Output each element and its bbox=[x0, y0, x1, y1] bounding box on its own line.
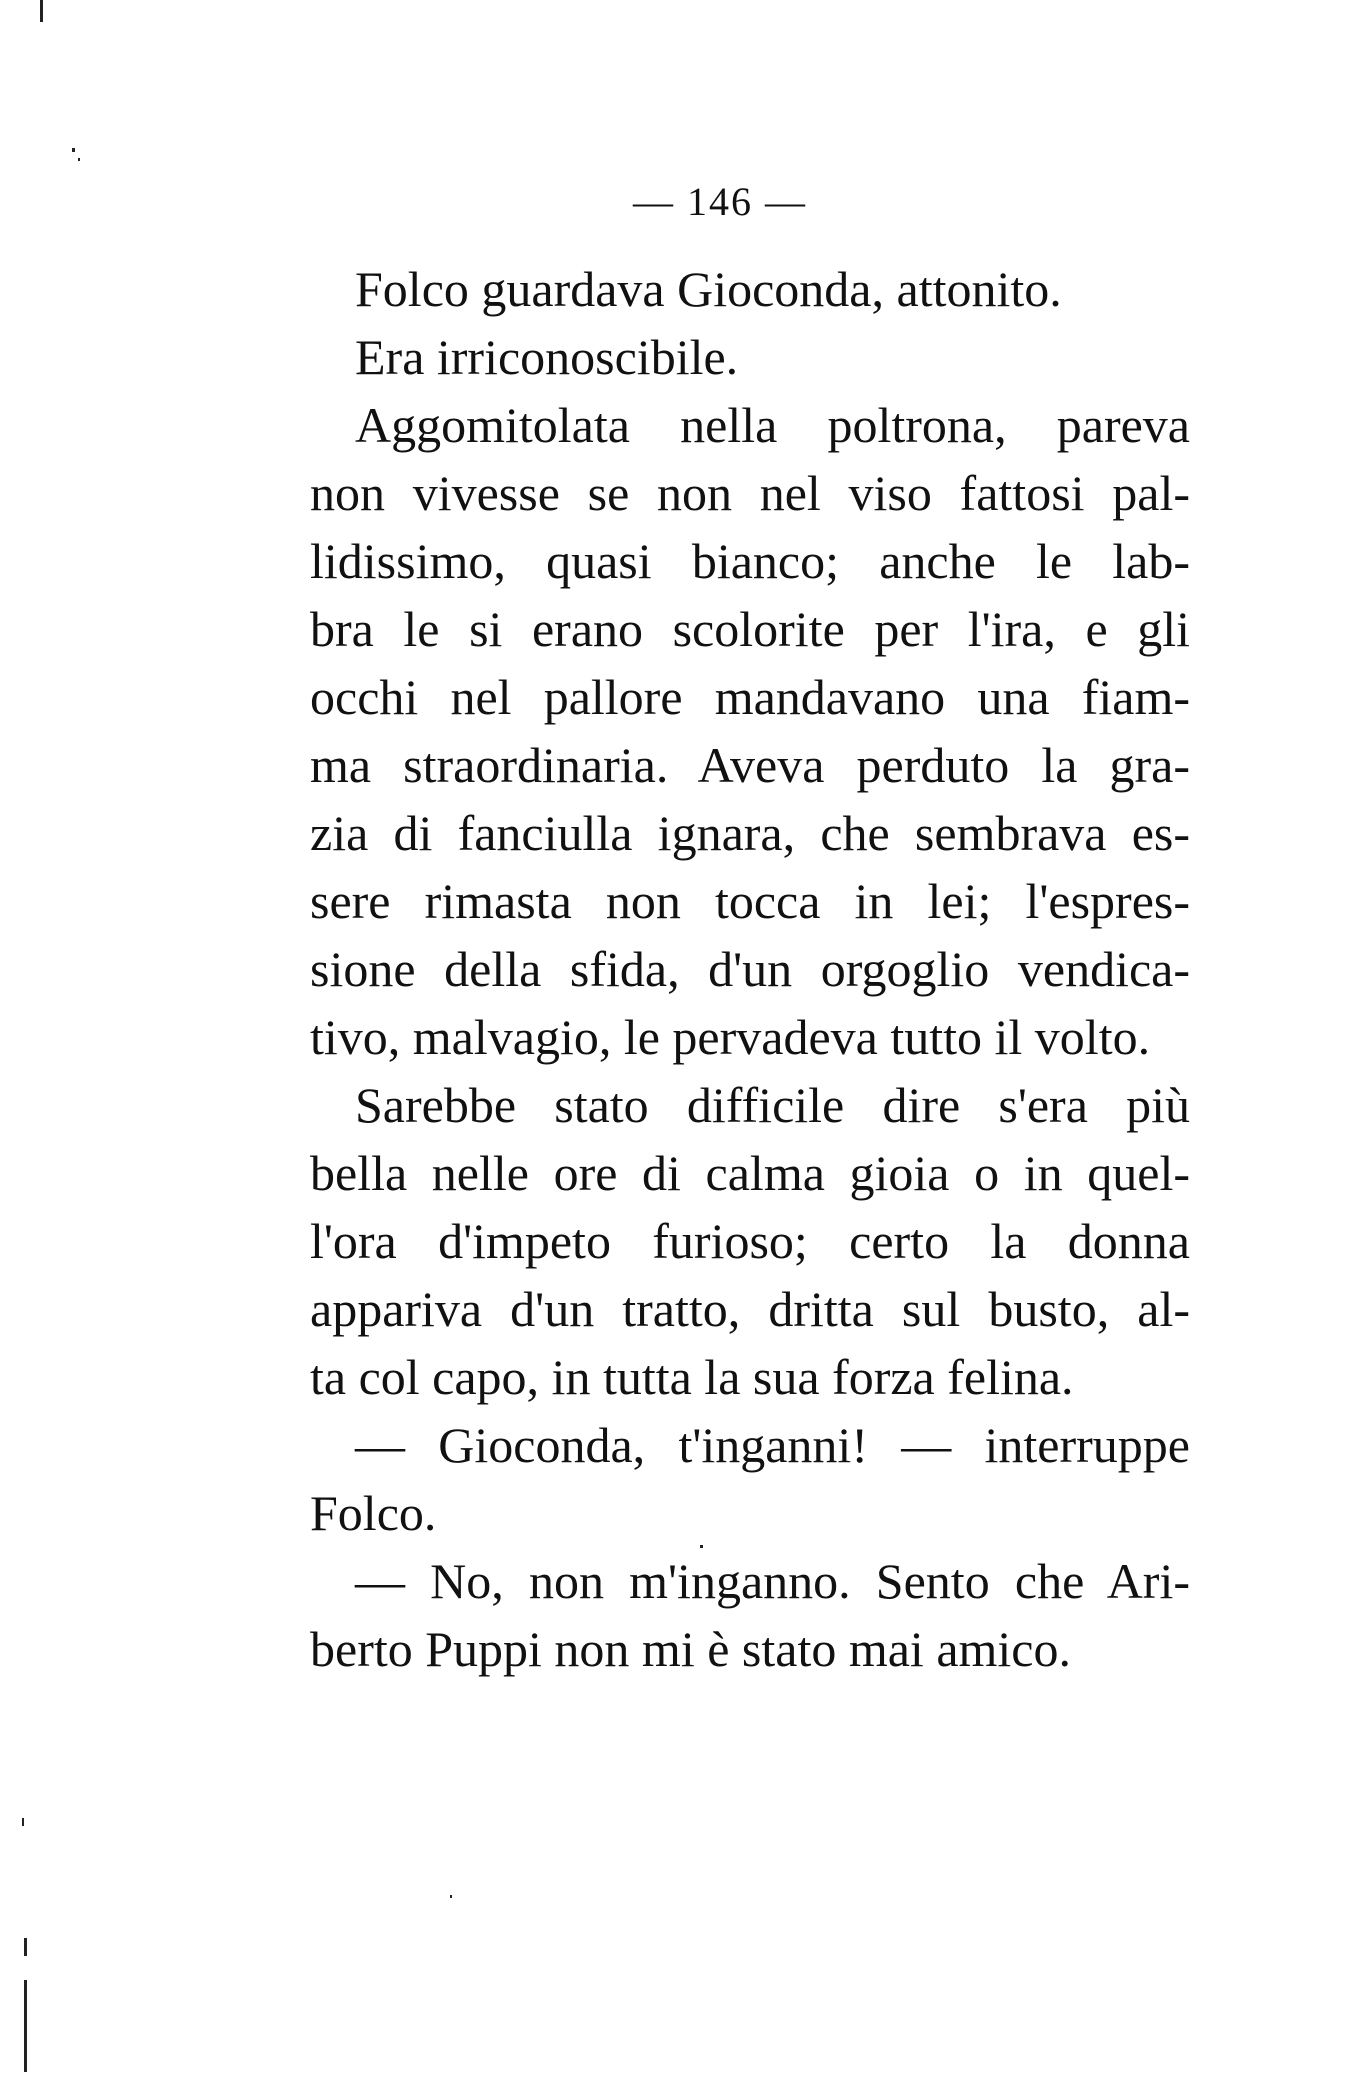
scan-mark bbox=[24, 1980, 27, 2072]
text-line: l'ora d'impeto furioso; certo la donna bbox=[310, 1213, 1190, 1269]
body-text bbox=[310, 255, 1190, 1683]
page-number: — 146 — bbox=[633, 179, 807, 224]
scan-mark bbox=[72, 148, 75, 152]
scan-mark bbox=[22, 1818, 24, 1826]
text-line: Sarebbe stato difficile dire s'era più bbox=[355, 1077, 1190, 1133]
text-line: — No, non m'inganno. Sento che Ari- bbox=[355, 1553, 1190, 1609]
text-line: Aggomitolata nella poltrona, pareva bbox=[355, 397, 1190, 453]
text-line: ma straordinaria. Aveva perduto la gra- bbox=[310, 737, 1190, 793]
scan-mark bbox=[700, 1545, 703, 1548]
text-line: berto Puppi non mi è stato mai amico. bbox=[310, 1621, 1071, 1677]
scan-mark bbox=[78, 158, 80, 161]
scan-mark bbox=[40, 0, 43, 22]
text-line: non vivesse se non nel viso fattosi pal- bbox=[310, 465, 1190, 521]
text-line: tivo, malvagio, le pervadeva tutto il volto. bbox=[310, 1009, 1151, 1065]
text-line: appariva d'un tratto, dritta sul busto, al- bbox=[310, 1281, 1190, 1337]
scan-mark bbox=[450, 1895, 452, 1898]
text-line: Era irriconoscibile. bbox=[355, 329, 739, 385]
text-line: sere rimasta non tocca in lei; l'espres- bbox=[310, 873, 1190, 929]
text-line: sione della sfida, d'un orgoglio vendica- bbox=[310, 941, 1190, 997]
text-line: ta col capo, in tutta la sua forza felina. bbox=[310, 1349, 1074, 1405]
text-line: Folco guardava Gioconda, attonito. bbox=[355, 261, 1062, 317]
scan-mark bbox=[24, 1938, 27, 1956]
text-line: zia di fanciulla ignara, che sembrava es- bbox=[310, 805, 1190, 861]
text-line: bella nelle ore di calma gioia o in quel- bbox=[310, 1145, 1190, 1201]
text-line: occhi nel pallore mandavano una fiam- bbox=[310, 669, 1190, 725]
text-line: — Gioconda, t'inganni! — interruppe bbox=[355, 1417, 1190, 1473]
text-line: lidissimo, quasi bianco; anche le lab- bbox=[310, 533, 1190, 589]
text-line: bra le si erano scolorite per l'ira, e gli bbox=[310, 601, 1190, 657]
text-line: Folco. bbox=[310, 1485, 437, 1541]
